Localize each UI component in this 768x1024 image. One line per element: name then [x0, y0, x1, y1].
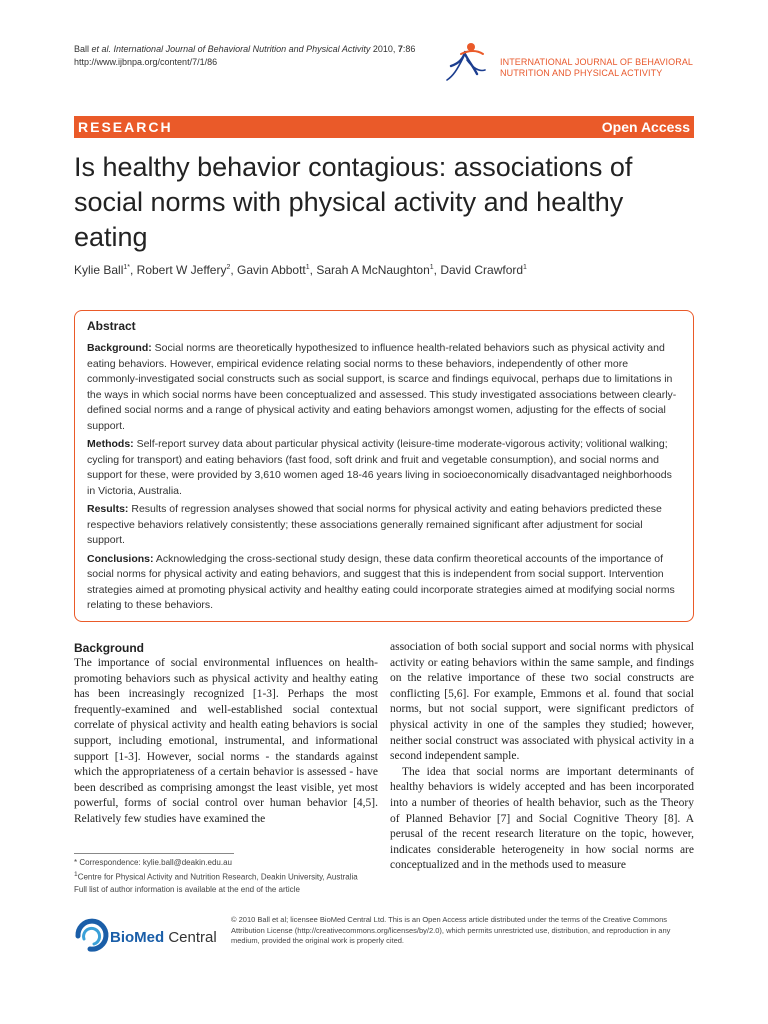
citation-page: :86: [402, 44, 416, 54]
author-name: David Crawford: [440, 263, 524, 277]
citation-journal: . International Journal of Behavioral Nutrition and Physical Activity: [108, 44, 371, 54]
affiliation-text: Centre for Physical Activity and Nutrition Research, Deakin University, Australia: [77, 872, 358, 882]
author-affiliation: 1: [429, 264, 434, 271]
license-text: © 2010 Ball et al; licensee BioMed Central Ltd. This is an Open Access article distributed under the terms of the Creative Commons Attribution License (http://creativecommons.org/licenses/by/2.0), which permits unrestricted use, distribution, and reproduction in any medium, provided the original work is properly cited.: [231, 915, 671, 945]
author-list: Kylie Ball$^{1*}$, Robert W Jeffery$^2$, Gavin Abbott$^1$, Sarah A McNaughton$^1$, David Crawford$^1$: [74, 263, 527, 277]
citation-url[interactable]: http://www.ijbnpa.org/content/7/1/86: [74, 57, 218, 67]
publisher-logo-text-bold: BioMed: [110, 929, 165, 946]
body-paragraph: The idea that social norms are important determinants of healthy behaviors is widely accepted and has been incorporated into a number of theories of health behavior, such as the Theory of Planned Behavior [7] and Social Cognitive Theory [8]. A perusal of the recent research literature on the topic, however, indicates considerable heterogeneity in how social norms are conceptualized and in the methods used to measure: [390, 765, 694, 872]
citation-volume: 7: [397, 44, 403, 54]
footnotes: [74, 857, 374, 896]
abstract-heading: Abstract: [87, 319, 136, 333]
publisher-logo-text: Central: [164, 929, 217, 946]
abstract-results-label: Results:: [87, 503, 129, 515]
body-column-right: [390, 640, 694, 874]
citation-line: [74, 43, 415, 56]
abstract-background-label: Background:: [87, 342, 152, 354]
article-title: Is healthy behavior contagious: associations of social norms with physical activity and healthy eating: [74, 152, 633, 252]
citation-year: 2010,: [370, 44, 398, 54]
journal-title: [500, 57, 693, 79]
citation-block: [74, 43, 415, 69]
abstract-box: [74, 310, 694, 622]
abstract-conclusions: [87, 552, 681, 614]
author-affiliation: 1: [305, 264, 310, 271]
body-paragraph: The importance of social environmental influences on health-promoting behaviors such as physical activity and healthy eating has been increasingly recognized [1-3]. Perhaps the most frequently-examined and well-established social contextual correlate of physical activity and health eating behaviors is social support, including emotional, instrumental, and informational support [1-3]. However, social norms - the standards against which the appropriateness of a certain behavior is assessed - have been described as comprising amongst the least visible, yet most powerful, forms of social control over human behavior [4,5]. Relatively few studies have examined the: [74, 657, 378, 825]
abstract-methods-text: Self-report survey data about particular physical activity (leisure-time moderate-vigorous activity; volitional walking; cycling for transport) and eating behaviors (fast food, soft drink and fruit and vegetable consumption), and social norms and support for these, were provided by 3,610 women aged 18-46 years living in socioeconomically disadvantaged neighborhoods in Victoria, Australia.: [87, 438, 672, 497]
section-banner: [74, 116, 694, 138]
author-name: Sarah A McNaughton: [316, 263, 430, 277]
author-name: Robert W Jeffery: [136, 263, 227, 277]
author-affiliation: 2: [226, 264, 231, 271]
svg-text:BioMed Central: [110, 929, 217, 946]
abstract-methods-label: Methods:: [87, 438, 134, 450]
abstract-conclusions-label: Conclusions:: [87, 552, 154, 565]
body-paragraph: association of both social support and social norms with physical activity or eating behaviors within the same sample, and findings on the relative importance of these two social constructs are conflicting [5,6]. For example, Emmons et al. found that social norms, but not social support, were significant predictors of physical activity in one of the samples they studied; however, neither social construct was associated with physical activity in a second independent sample.: [390, 641, 694, 763]
biomed-central-logo-icon: [74, 916, 224, 956]
author-affiliation: 1: [523, 264, 527, 271]
affiliation-note: [74, 869, 374, 883]
body-column-left: [74, 640, 378, 828]
author-affiliation: 1*: [123, 264, 130, 271]
footnote-divider: [74, 853, 234, 854]
runner-logo-icon: [443, 40, 491, 84]
journal-title-line2: NUTRITION AND PHYSICAL ACTIVITY: [500, 68, 663, 78]
abstract-methods: [87, 437, 681, 499]
author-info-note: Full list of author information is available at the end of the article: [74, 884, 300, 894]
author-name: Gavin Abbott: [237, 263, 306, 277]
abstract-background-text: Social norms are theoretically hypothesized to influence health-related behaviors such as physical activity and eating behaviors. However, empirical evidence relating social norms to these behaviors, independently of other more commonly-investigated social constructs such as social support, is scarce and findings equivocal, perhaps due to limitations in the ways in which social norms have been conceptualized and assessed. This study investigated associations between clearly-defined social norms and a range of physical activity and eating behaviors amongst women, adjusting for the effects of social support.: [87, 342, 677, 432]
abstract-results: [87, 502, 681, 549]
citation-etal: et al: [91, 44, 109, 54]
section-label: RESEARCH: [78, 119, 173, 135]
open-access-label: Open Access: [601, 119, 690, 135]
abstract-conclusions-text: Acknowledging the cross-sectional study design, these data confirm theoretical accounts of the importance of social norms for physical activity and eating behaviors, and suggest that this is independent from social support. Intervention strategies aimed at promoting physical activity and healthy eating could incorporate strategies aimed at modifying social norms relating to these behaviors.: [87, 552, 675, 611]
section-heading-background: Background: [74, 641, 145, 655]
affiliation-sup: 1: [74, 871, 78, 878]
abstract-background: [87, 341, 681, 434]
citation-authors: Ball: [74, 44, 92, 54]
correspondence-note: * Correspondence: kylie.ball@deakin.edu.au: [74, 858, 232, 867]
author-name: Kylie Ball: [74, 263, 124, 277]
journal-title-line1: INTERNATIONAL JOURNAL OF BEHAVIORAL: [500, 57, 694, 67]
abstract-results-text: Results of regression analyses showed that social norms for physical activity and eating behaviors predicted these respective behaviors relatively consistently; these associations generally remained significant after adjustment for social support.: [87, 503, 662, 546]
